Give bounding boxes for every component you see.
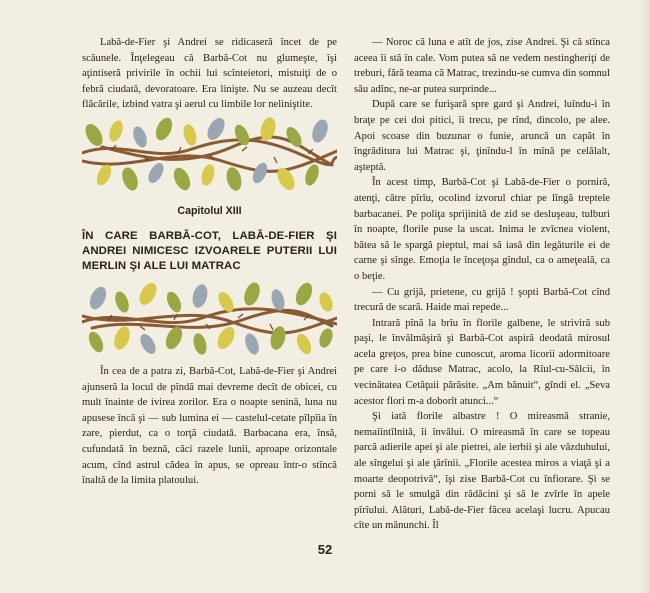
paragraph: — Cu grijă, prietene, cu grijă ! şopti Barbă-Cot cînd trecură de scară. Haide mai repede... bbox=[354, 286, 610, 314]
paragraph: În cea de a patra zi, Barbă-Cot, Labă-de-Fier şi Andrei ajunseră la locul de pîndă mai devreme decît de obicei, cu mult înainte de ivirea zorilor. Era o noapte senină, luna nu apusese încă şi — sub lumina ei — castelul-cetate pîlpîia în zare, pierdut, ca o torţă ciudată. Barbacana era, însă, cufundată în beznă, căci razele lunii, aproape orizontale acum, cînd astrul cădea în apus, se opreau într-o stîncă înaltă de la limita platoului. bbox=[82, 365, 337, 487]
page-number: 52 bbox=[317, 542, 333, 557]
paragraph: Şi iată florile albastre ! O mireasmă stranie, nemaiîntîlnită, îi învălui. O mireasmă în care se topeau parcă adierile apei şi ale pietrei, ale ierbii şi ale văzduhului, ale sîngelui şi ale ţărînii. „Florile acestea miros a viaţă şi a moarte deopotrivă“, îşi zise Barbă-Cot cu înfiorare. Şi se porni să le smulgă din rădăcini şi să le zvîrle în apele pîrîului. Alături, Labă-de-Fier făcea acelaşi lucru. Apucau cîte un mănunchi. Îl bbox=[354, 411, 610, 532]
chapter-title-line: ÎN CARE BARBĂ-COT, LABĂ-DE-FIER ŞI bbox=[82, 229, 337, 242]
vine-ornament-bottom bbox=[82, 282, 337, 358]
page-edge-shade bbox=[640, 0, 650, 593]
chapter-title-line: ANDREI NIMICESC IZVOARELE PUTERII LUI bbox=[82, 244, 337, 257]
chapter-label: Capitolul XIII bbox=[177, 204, 242, 217]
paragraph: Intrară pînă la brîu în florile galbene, le striviră sub paşi, le învălmăşiră şi Barbă-Cot aspiră deodată mirosul acela greţos, prea bine cunoscut, aroma licorii adormitoare pe care i-o dăduse Matrac, acolo, la Rîul-cu-Sălcii, în vecinătatea Cetăţuii părăsite. „Am bănuit“, gîndi el. „Seva acestor flori m-a doborît atunci...“ bbox=[354, 317, 610, 407]
paragraph: Labă-de-Fier şi Andrei se ridicaseră încet de pe scăunele. Înţelegeau că Barbă-Cot nu glumeşte, îşi aţintiseră privirile în ochii lui scînteietori, mistuiţi de o febră ciudată, devoratoare. Era linişte. Nu se auzeau decît flăcările, izbind vatra şi aerul cu limbile lor neliniştite. bbox=[82, 37, 337, 111]
chapter-title-line: MERLIN ŞI ALE LUI MATRAC bbox=[82, 259, 241, 272]
paragraph: După care se furişară spre gard şi Andrei, luîndu-i în braţe pe cei doi pitici, îi trecu, pe rînd, dincolo, pe alee. Apoi scoase din buzunar o funie, aruncă un capăt în îngrăditura lui Matrac şi, ţinîndu-l în mînă pe celălalt, aşteptă. bbox=[354, 99, 610, 173]
right-column bbox=[354, 35, 610, 534]
paragraph: — Noroc că luna e atît de jos, zise Andrei. Şi că stînca aceea îi stă în cale. Vom putea să ne vedem nestingheriţi de treburi, fără teama că Matrac, trezindu-se cumva din somnul său adînc, ne-ar putea surprinde... bbox=[354, 37, 610, 95]
chapter-title bbox=[82, 229, 337, 274]
left-column bbox=[82, 35, 337, 489]
paragraph: În acest timp, Barbă-Cot şi Labă-de-Fier o porniră, atenţi, către pîrîu, ocolind izvorul chiar pe lîngă treptele barbacanei. Pe poliţa sprijinită de zid se desluşeau, tulburi în noapte, florile puse la uscat. Inima le zvîcnea violent, bătea să le spargă pieptul, mai să iasă din legăturile ei de carne şi sînge. Emoţia le înceţoşa gîndul, ca o ameţeală, ca o beţie. bbox=[354, 177, 610, 282]
vine-ornament-top bbox=[82, 117, 337, 193]
